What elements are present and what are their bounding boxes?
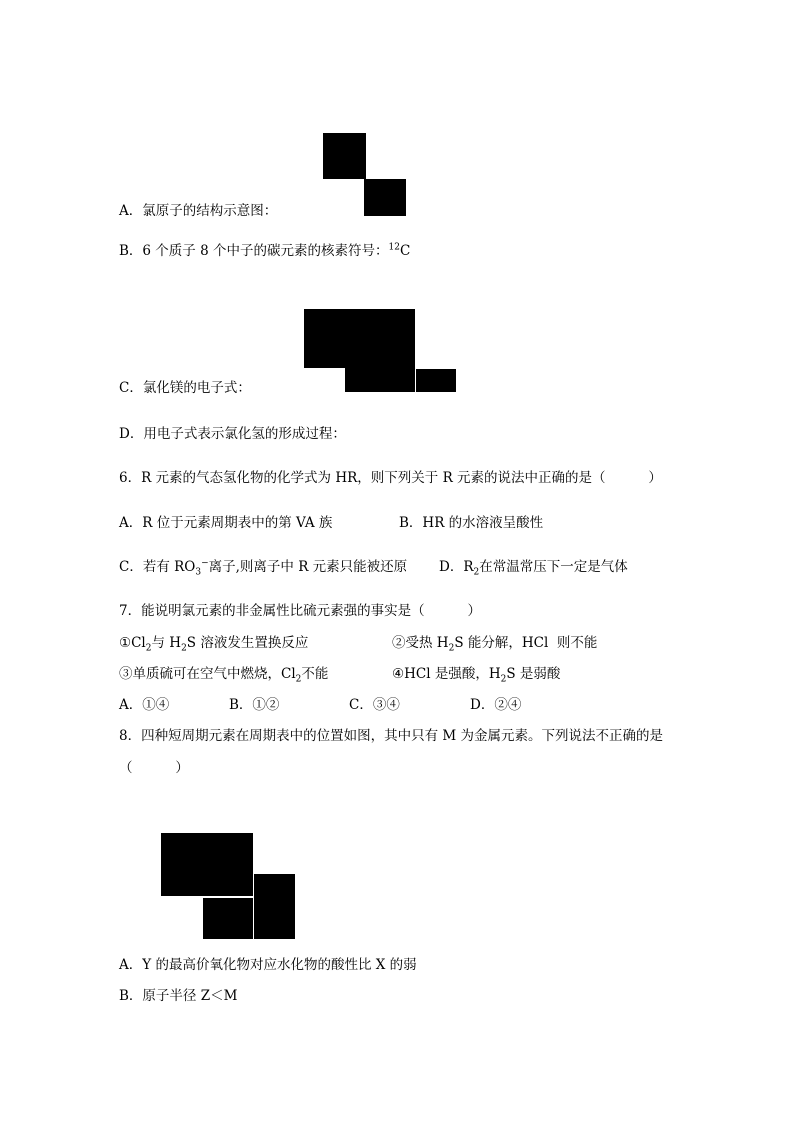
q7-s2-b: S 能分解，HCl 则不能 xyxy=(454,635,598,651)
q7-option-c: C．③④ xyxy=(349,697,400,713)
carbon-symbol: C xyxy=(399,243,411,259)
q8-stem-line-1: 8．四种短周期元素在周期表中的位置如图，其中只有 M 为金属元素。下列说法不正确的是 xyxy=(119,728,663,744)
chlorine-structure-image-bottom xyxy=(364,179,406,216)
q7-statement-4 xyxy=(392,665,560,683)
q5-option-a: A．氯原子的结构示意图： xyxy=(119,203,278,219)
q6-stem: 6．R 元素的气态氢化物的化学式为 HR，则下列关于 R 元素的说法中正确的是（ ） xyxy=(119,470,662,486)
q7-option-a: A．①④ xyxy=(119,697,170,713)
q7-s1-b: 与 H xyxy=(151,635,182,651)
q8-stem-line-2: （ ） xyxy=(119,760,189,776)
q6-option-a: A．R 位于元素周期表中的第 VA 族 xyxy=(119,515,333,531)
q7-option-b: B．①② xyxy=(229,697,280,713)
subscript: 2 xyxy=(500,674,507,685)
q7-option-d: D．②④ xyxy=(470,697,522,713)
q7-s3-b: 不能 xyxy=(301,666,329,682)
subscript: 2 xyxy=(181,643,187,654)
q7-statement-1 xyxy=(119,634,308,652)
q6-option-c-text-b: 离子,则离子中 R 元素只能被还原 xyxy=(208,559,408,575)
chlorine-structure-image-top xyxy=(323,133,366,179)
subscript: 2 xyxy=(473,567,480,578)
subscript: 2 xyxy=(295,674,302,685)
q8-option-a: A．Y 的最高价氧化物对应水化物的酸性比 X 的弱 xyxy=(119,957,417,973)
mgcl2-electron-formula-image-main xyxy=(304,309,415,368)
superscript-charge: − xyxy=(201,558,209,569)
q8-option-b: B．原子半径 Z＜M xyxy=(119,988,238,1004)
q6-option-c xyxy=(119,558,407,576)
q6-option-b: B．HR 的水溶液呈酸性 xyxy=(399,515,544,531)
q7-statement-3 xyxy=(119,665,328,683)
periodic-table-figure-right xyxy=(254,874,295,939)
periodic-table-figure-top-left xyxy=(161,833,253,896)
q6-option-c-text-a: C．若有 RO xyxy=(119,559,196,575)
subscript: 2 xyxy=(448,643,455,654)
q5-option-b-text: B．6 个质子 8 个中子的碳元素的核素符号： xyxy=(119,243,389,259)
q6-option-d-text-a: D．R xyxy=(439,559,474,575)
q6-option-d xyxy=(439,558,628,576)
mgcl2-electron-formula-image-right xyxy=(416,369,456,392)
mass-number: 12 xyxy=(388,242,400,253)
mgcl2-electron-formula-image-lower xyxy=(345,367,415,392)
q5-option-b xyxy=(119,242,410,260)
q6-option-d-text-b: 在常温常压下一定是气体 xyxy=(479,559,628,575)
q7-stem: 7．能说明氯元素的非金属性比硫元素强的事实是（ ） xyxy=(119,603,482,619)
q7-statement-2 xyxy=(392,634,597,652)
periodic-table-figure-bottom xyxy=(203,898,253,939)
subscript: 2 xyxy=(145,643,152,654)
q7-s3-a: ③单质硫可在空气中燃烧，Cl xyxy=(119,666,296,682)
q7-s2-a: ②受热 H xyxy=(392,635,449,651)
q7-s4-b: S 是弱酸 xyxy=(506,666,561,682)
subscript: 3 xyxy=(195,567,202,578)
q7-s1-a: ①Cl xyxy=(119,635,146,651)
q5-option-d: D．用电子式表示氯化氢的形成过程： xyxy=(119,426,346,442)
q7-s4-a: ④HCl 是强酸，H xyxy=(392,666,501,682)
q7-s1-c: S 溶液发生置换反应 xyxy=(186,635,309,651)
q5-option-c: C．氯化镁的电子式： xyxy=(119,380,251,396)
